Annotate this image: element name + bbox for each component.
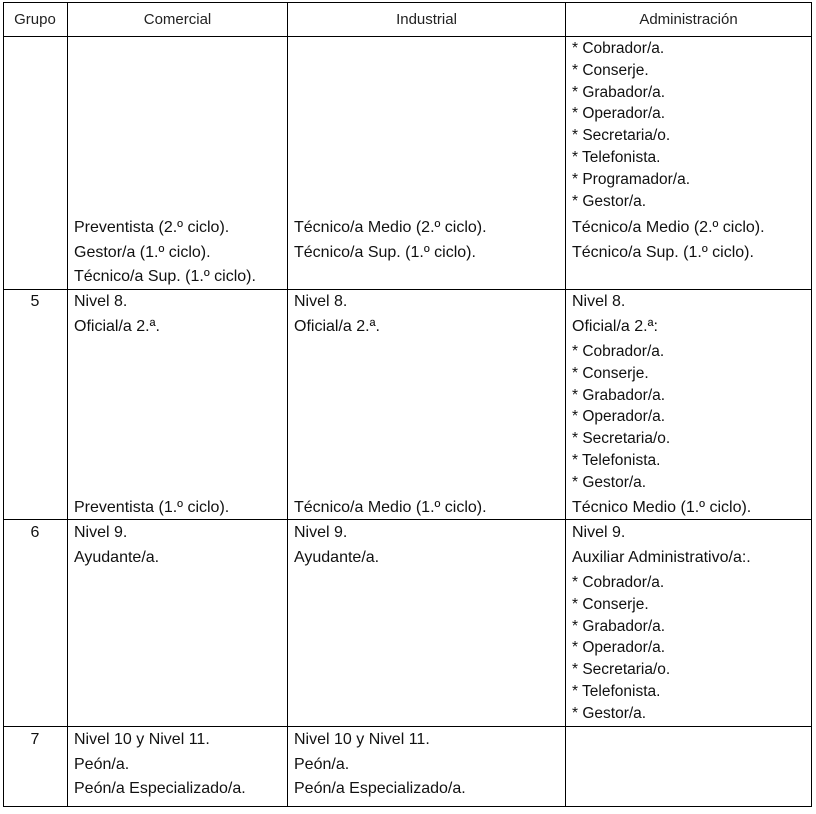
list-item: * Grabador/a. — [572, 617, 666, 635]
grupo-number-7: 7 — [30, 731, 40, 748]
col-divider-2 — [287, 2, 288, 807]
border-left — [3, 2, 4, 807]
list-item: * Conserje. — [572, 364, 649, 382]
cell-line: Preventista (2.º ciclo). — [74, 219, 230, 236]
cell-line: Ayudante/a. — [294, 548, 380, 566]
border-right — [811, 2, 812, 807]
row6-comercial — [74, 521, 159, 570]
header-comercial: Comercial — [143, 11, 212, 28]
cell-line: Nivel 10 y Nivel 11. — [74, 731, 210, 748]
list-item: * Grabador/a. — [572, 386, 666, 404]
row5-industrial-bottom: Técnico/a Medio (1.º ciclo). — [294, 499, 487, 516]
cell-line: Nivel 9. — [74, 524, 128, 541]
list-item: * Grabador/a. — [572, 83, 666, 101]
col-divider-3 — [565, 2, 566, 807]
list-item: * Operador/a. — [572, 105, 666, 123]
col-divider-1 — [67, 2, 68, 807]
list-item: * Secretaria/o. — [572, 127, 671, 145]
row6-industrial — [294, 521, 379, 570]
header-divider — [3, 36, 812, 37]
list-item: * Operador/a. — [572, 408, 666, 426]
cell-line: Nivel 10 y Nivel 11. — [294, 731, 430, 748]
cell-line: Técnico/a Sup. (1.º ciclo). — [572, 243, 754, 261]
row-divider-7 — [3, 726, 812, 727]
cell-line: Peón/a. — [294, 755, 350, 773]
row6-admin-list — [572, 572, 670, 725]
list-item: * Telefonista. — [572, 148, 661, 166]
cell-line: Nivel 8. — [74, 293, 128, 310]
cell-line: Auxiliar Administrativo/a:. — [572, 548, 751, 566]
list-item: * Cobrador/a. — [572, 343, 665, 360]
header-industrial: Industrial — [396, 11, 457, 28]
cont-admin-list — [572, 38, 690, 212]
row7-comercial — [74, 728, 246, 802]
list-item: * Telefonista. — [572, 682, 661, 700]
list-item: * Gestor/a. — [572, 192, 647, 210]
row5-admin-list — [572, 341, 670, 494]
cell-line: Técnico/a Medio (2.º ciclo). — [294, 219, 487, 236]
cell-line: Nivel 9. — [572, 524, 626, 541]
cell-line: Técnico/a Sup. (1.º ciclo). — [74, 268, 256, 285]
cell-line: Nivel 9. — [294, 524, 348, 541]
cell-line: Nivel 8. — [572, 293, 626, 310]
grupo-number-6: 6 — [30, 524, 40, 541]
cell-line: Oficial/a 2.ª. — [74, 317, 160, 335]
border-top — [3, 2, 812, 3]
cell-line: Peón/a Especializado/a. — [74, 780, 246, 797]
list-item: * Operador/a. — [572, 639, 666, 657]
cont-industrial-bottom — [294, 216, 487, 265]
list-item: * Conserje. — [572, 61, 649, 79]
row5-admin-bottom: Técnico Medio (1.º ciclo). — [572, 499, 752, 516]
cont-admin-bottom — [572, 216, 765, 265]
cell-line: Oficial/a 2.ª. — [294, 317, 380, 335]
list-item: * Cobrador/a. — [572, 574, 665, 591]
cont-comercial-bottom — [74, 216, 256, 290]
row6-admin — [572, 521, 751, 570]
cell-line: Peón/a. — [74, 755, 130, 773]
row7-industrial — [294, 728, 466, 802]
grupo-number-5: 5 — [30, 293, 40, 310]
row5-comercial — [74, 290, 160, 339]
list-item: * Programador/a. — [572, 170, 691, 188]
list-item: * Secretaria/o. — [572, 430, 671, 448]
border-bottom — [3, 806, 812, 807]
cell-line: Ayudante/a. — [74, 548, 160, 566]
cell-line: Peón/a Especializado/a. — [294, 780, 466, 797]
header-grupo: Grupo — [14, 11, 56, 28]
row5-industrial — [294, 290, 380, 339]
cell-line: Técnico/a Sup. (1.º ciclo). — [294, 243, 476, 261]
list-item: * Conserje. — [572, 595, 649, 613]
list-item: * Telefonista. — [572, 451, 661, 469]
list-item: * Cobrador/a. — [572, 40, 665, 57]
row5-admin — [572, 290, 658, 339]
list-item: * Gestor/a. — [572, 704, 647, 722]
cell-line: Técnico/a Medio (2.º ciclo). — [572, 219, 765, 236]
cell-line: Gestor/a (1.º ciclo). — [74, 243, 211, 261]
list-item: * Gestor/a. — [572, 473, 647, 491]
cell-line: Nivel 8. — [294, 293, 348, 310]
header-administracion: Administración — [639, 11, 738, 28]
list-item: * Secretaria/o. — [572, 661, 671, 679]
cell-line: Oficial/a 2.ª: — [572, 317, 658, 335]
row5-comercial-bottom: Preventista (1.º ciclo). — [74, 499, 230, 516]
